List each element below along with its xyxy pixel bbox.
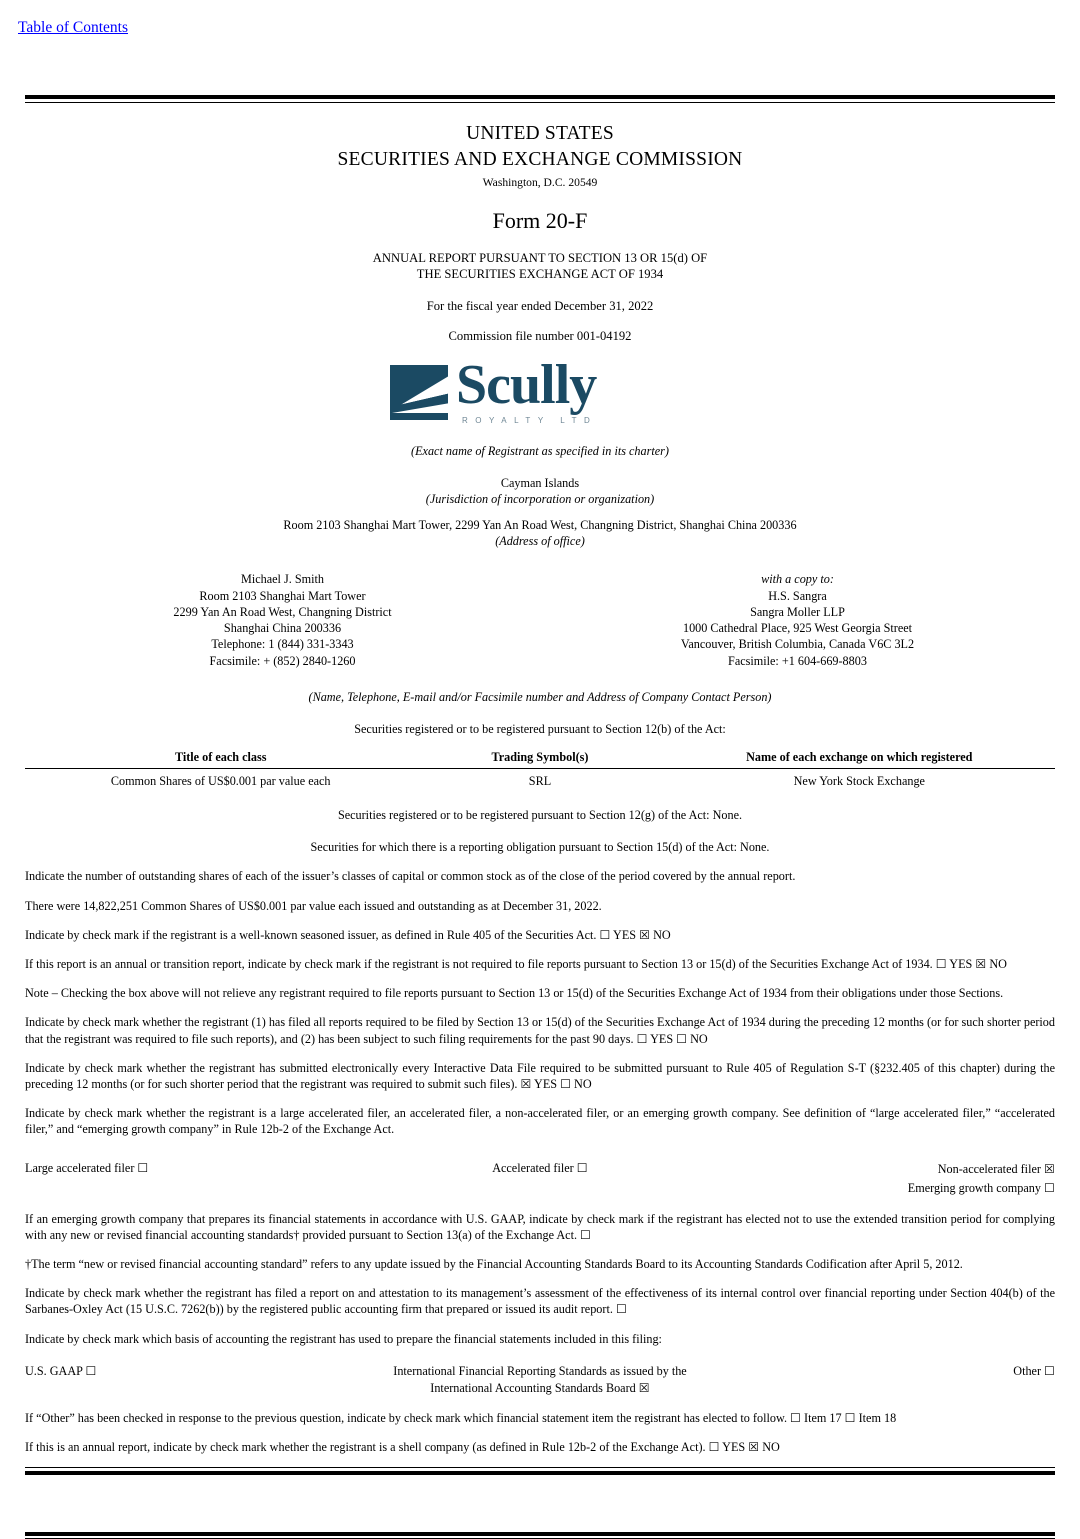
jurisdiction-value: Cayman Islands xyxy=(500,476,580,491)
shell-company-statement: If this is an annual report, indicate by check mark whether the registrant is a shell company (as defined in Rule 12b-2 of the Exchange Act). ☐ YES ☒ NO xyxy=(25,1440,780,1455)
top-thin-rule xyxy=(25,102,1055,103)
logo-wordmark: Scully xyxy=(456,353,597,416)
contact-primary-telephone: Telephone: 1 (844) 331-3343 xyxy=(211,637,354,652)
table-header-row xyxy=(25,747,1055,769)
bottom-thick-rule xyxy=(25,1471,1055,1475)
fiscal-year-line: For the fiscal year ended December 31, 2022 xyxy=(426,298,654,313)
internal-control-attestation-statement: Indicate by check mark whether the registrant has filed a report on and attestation to its management’s assessment of the effectiveness of its internal control over financial reporting under Section 404(b) of the Sarbanes-Oxley Act (15 U.S.C. 7262(b)) by the registered public accounting firm that prepared or issued its audit report. ☐ xyxy=(25,1286,1055,1317)
contact-person-caption: (Name, Telephone, E-mail and/or Facsimile number and Address of Company Contact Person) xyxy=(308,689,772,704)
annual-report-statement xyxy=(25,251,1055,282)
column-header-title-of-class: Title of each class xyxy=(25,747,416,769)
contact-primary-line3: Shanghai China 200336 xyxy=(223,621,342,636)
table-row xyxy=(25,769,1055,792)
logo-mark-icon xyxy=(390,365,448,420)
copy-to-firm: Sangra Moller LLP xyxy=(750,604,845,619)
emerging-growth-company-option[interactable]: Emerging growth company ☐ xyxy=(907,1180,1055,1195)
ifrs-line-2: International Accounting Standards Board ☒ xyxy=(430,1380,650,1395)
copy-to-label: with a copy to: xyxy=(761,572,834,587)
agency-address: Washington, D.C. 20549 xyxy=(482,175,598,189)
contact-primary-line2: 2299 Yan An Road West, Changning District xyxy=(173,604,392,619)
annual-report-line-2: THE SECURITIES EXCHANGE ACT OF 1934 xyxy=(416,266,664,281)
filer-right-group xyxy=(712,1160,1055,1198)
cell-trading-symbol: SRL xyxy=(528,774,552,788)
us-gaap-option[interactable]: U.S. GAAP ☐ xyxy=(25,1363,97,1378)
commission-file-number: Commission file number 001-04192 xyxy=(448,329,632,344)
filed-all-reports-statement: Indicate by check mark whether the registrant (1) has filed all reports required to be filed by Section 13 or 15(d) of the Securities Exchange Act of 1934 during the preceding 12 months (or for such shorter period that the registrant was required to file such reports), and (2) has been subject to such filing requirements for the past 90 days. ☐ YES ☐ NO xyxy=(25,1015,1055,1046)
accounting-basis-prompt: Indicate by check mark which basis of accounting the registrant has used to prepare the financial statements included in this filing: xyxy=(25,1331,662,1346)
company-logo xyxy=(25,353,1055,431)
contact-copy-to xyxy=(540,571,1055,668)
annual-transition-report-statement: If this report is an annual or transition report, indicate by check mark if the registrant is not required to file reports pursuant to Section 13 or 15(d) of the Securities Exchange Act of 1934. ☐ YES ☒ NO xyxy=(25,956,1007,971)
copy-to-line2: Vancouver, British Columbia, Canada V6C 3L2 xyxy=(680,637,915,652)
jurisdiction-caption: (Jurisdiction of incorporation or organization) xyxy=(425,492,655,507)
form-title: Form 20-F xyxy=(492,208,588,234)
column-header-trading-symbol: Trading Symbol(s) xyxy=(416,747,663,769)
accelerated-filer-option[interactable]: Accelerated filer ☐ xyxy=(492,1160,588,1175)
outstanding-shares-prompt: Indicate the number of outstanding shares of each of the issuer’s classes of capital or common stock as of the close of the period covered by the annual report. xyxy=(25,869,796,884)
other-item-election-statement: If “Other” has been checked in response to the previous question, indicate by check mark which financial statement item the registrant has elected to follow. ☐ Item 17 ☐ Item 18 xyxy=(25,1410,897,1425)
cell-title-of-class: Common Shares of US$0.001 par value each xyxy=(110,774,331,788)
contact-primary-facsimile: Facsimile: + (852) 2840-1260 xyxy=(209,653,356,668)
copy-to-facsimile: Facsimile: +1 604-669-8803 xyxy=(728,653,867,668)
ifrs-option[interactable] xyxy=(334,1363,746,1397)
office-address-caption: (Address of office) xyxy=(495,534,585,549)
egc-transition-period-statement: If an emerging growth company that prepares its financial statements in accordance with U.S. GAAP, indicate by check mark if the registrant has elected not to use the extended transition period for complying with any new or revised financial accounting standards† provided pursuant to Section 13(a) of the Exchange Act. ☐ xyxy=(25,1211,1055,1242)
well-known-seasoned-issuer-statement: Indicate by check mark if the registrant is a well-known seasoned issuer, as defined in Rule 405 of the Securities Act. ☐ YES ☒ NO xyxy=(25,927,671,942)
accounting-basis-row xyxy=(25,1363,1055,1397)
interactive-data-file-statement: Indicate by check mark whether the registrant has submitted electronically every Interactive Data File required to be submitted pursuant to Rule 405 of Regulation S-T (§232.405 of this chapter) during the preceding 12 months (or for such shorter period that the registrant was required to submit such files). ☒ YES ☐ NO xyxy=(25,1060,1055,1092)
note-checking-box: Note – Checking the box above will not relieve any registrant required to file reports pursuant to Section 13 or 15(d) of the Securities Exchange Act of 1934 from their obligations under those Sections. xyxy=(25,986,1004,1001)
bottom-rule-group xyxy=(25,1467,1055,1475)
column-header-exchange: Name of each exchange on which registered xyxy=(664,747,1055,769)
table-of-contents-link[interactable]: Table of Contents xyxy=(18,19,128,36)
section-12b-intro: Securities registered or to be registered pursuant to Section 12(b) of the Act: xyxy=(354,721,726,736)
copy-to-name: H.S. Sangra xyxy=(768,588,827,603)
agency-name-heading: SECURITIES AND EXCHANGE COMMISSION xyxy=(337,149,743,171)
registered-securities-table xyxy=(25,747,1055,791)
footer-rule-group xyxy=(25,1532,1055,1539)
section-15d-statement: Securities for which there is a reporting obligation pursuant to Section 15(d) of the Act: None. xyxy=(310,840,770,855)
contact-columns xyxy=(25,571,1055,668)
annual-report-line-1: ANNUAL REPORT PURSUANT TO SECTION 13 OR 15(d) OF xyxy=(372,251,708,266)
large-accelerated-filer-option[interactable]: Large accelerated filer ☐ xyxy=(25,1160,149,1175)
cell-exchange: New York Stock Exchange xyxy=(793,774,925,788)
contact-primary xyxy=(25,571,540,668)
document-page xyxy=(0,95,1080,1539)
office-address: Room 2103 Shanghai Mart Tower, 2299 Yan An Road West, Changning District, Shanghai China 200336 xyxy=(283,518,797,533)
outstanding-shares-value: There were 14,822,251 Common Shares of US$0.001 par value each issued and outstanding as at December 31, 2022. xyxy=(25,898,602,913)
copy-to-line1: 1000 Cathedral Place, 925 West Georgia Street xyxy=(682,621,913,636)
toc-link-container xyxy=(0,0,1080,38)
non-accelerated-filer-option[interactable]: Non-accelerated filer ☒ xyxy=(937,1161,1055,1176)
agency-country-heading: UNITED STATES xyxy=(466,123,614,145)
dagger-footnote: †The term “new or revised financial accounting standard” refers to any update issued by the Financial Accounting Standards Board to its Accounting Standards Codification after April 5, 2012. xyxy=(25,1256,963,1271)
other-basis-option[interactable]: Other ☐ xyxy=(1013,1363,1055,1378)
top-rule-group xyxy=(25,95,1055,103)
section-12g-statement: Securities registered or to be registered pursuant to Section 12(g) of the Act: None. xyxy=(337,808,743,823)
logo-subtitle: ROYALTY LTD xyxy=(462,415,598,425)
exact-name-caption: (Exact name of Registrant as specified in its charter) xyxy=(411,443,669,458)
filer-definition-statement: Indicate by check mark whether the registrant is a large accelerated filer, an accelerated filer, a non-accelerated filer, or an emerging growth company. See definition of “large accelerated filer,” “accelerated filer,” and “emerging growth company” in Rule 12b-2 of the Exchange Act. xyxy=(25,1106,1055,1137)
ifrs-line-1: International Financial Reporting Standards as issued by the xyxy=(393,1363,687,1378)
contact-primary-line1: Room 2103 Shanghai Mart Tower xyxy=(199,588,366,603)
filer-status-row xyxy=(25,1160,1055,1198)
contact-primary-name: Michael J. Smith xyxy=(241,572,324,587)
